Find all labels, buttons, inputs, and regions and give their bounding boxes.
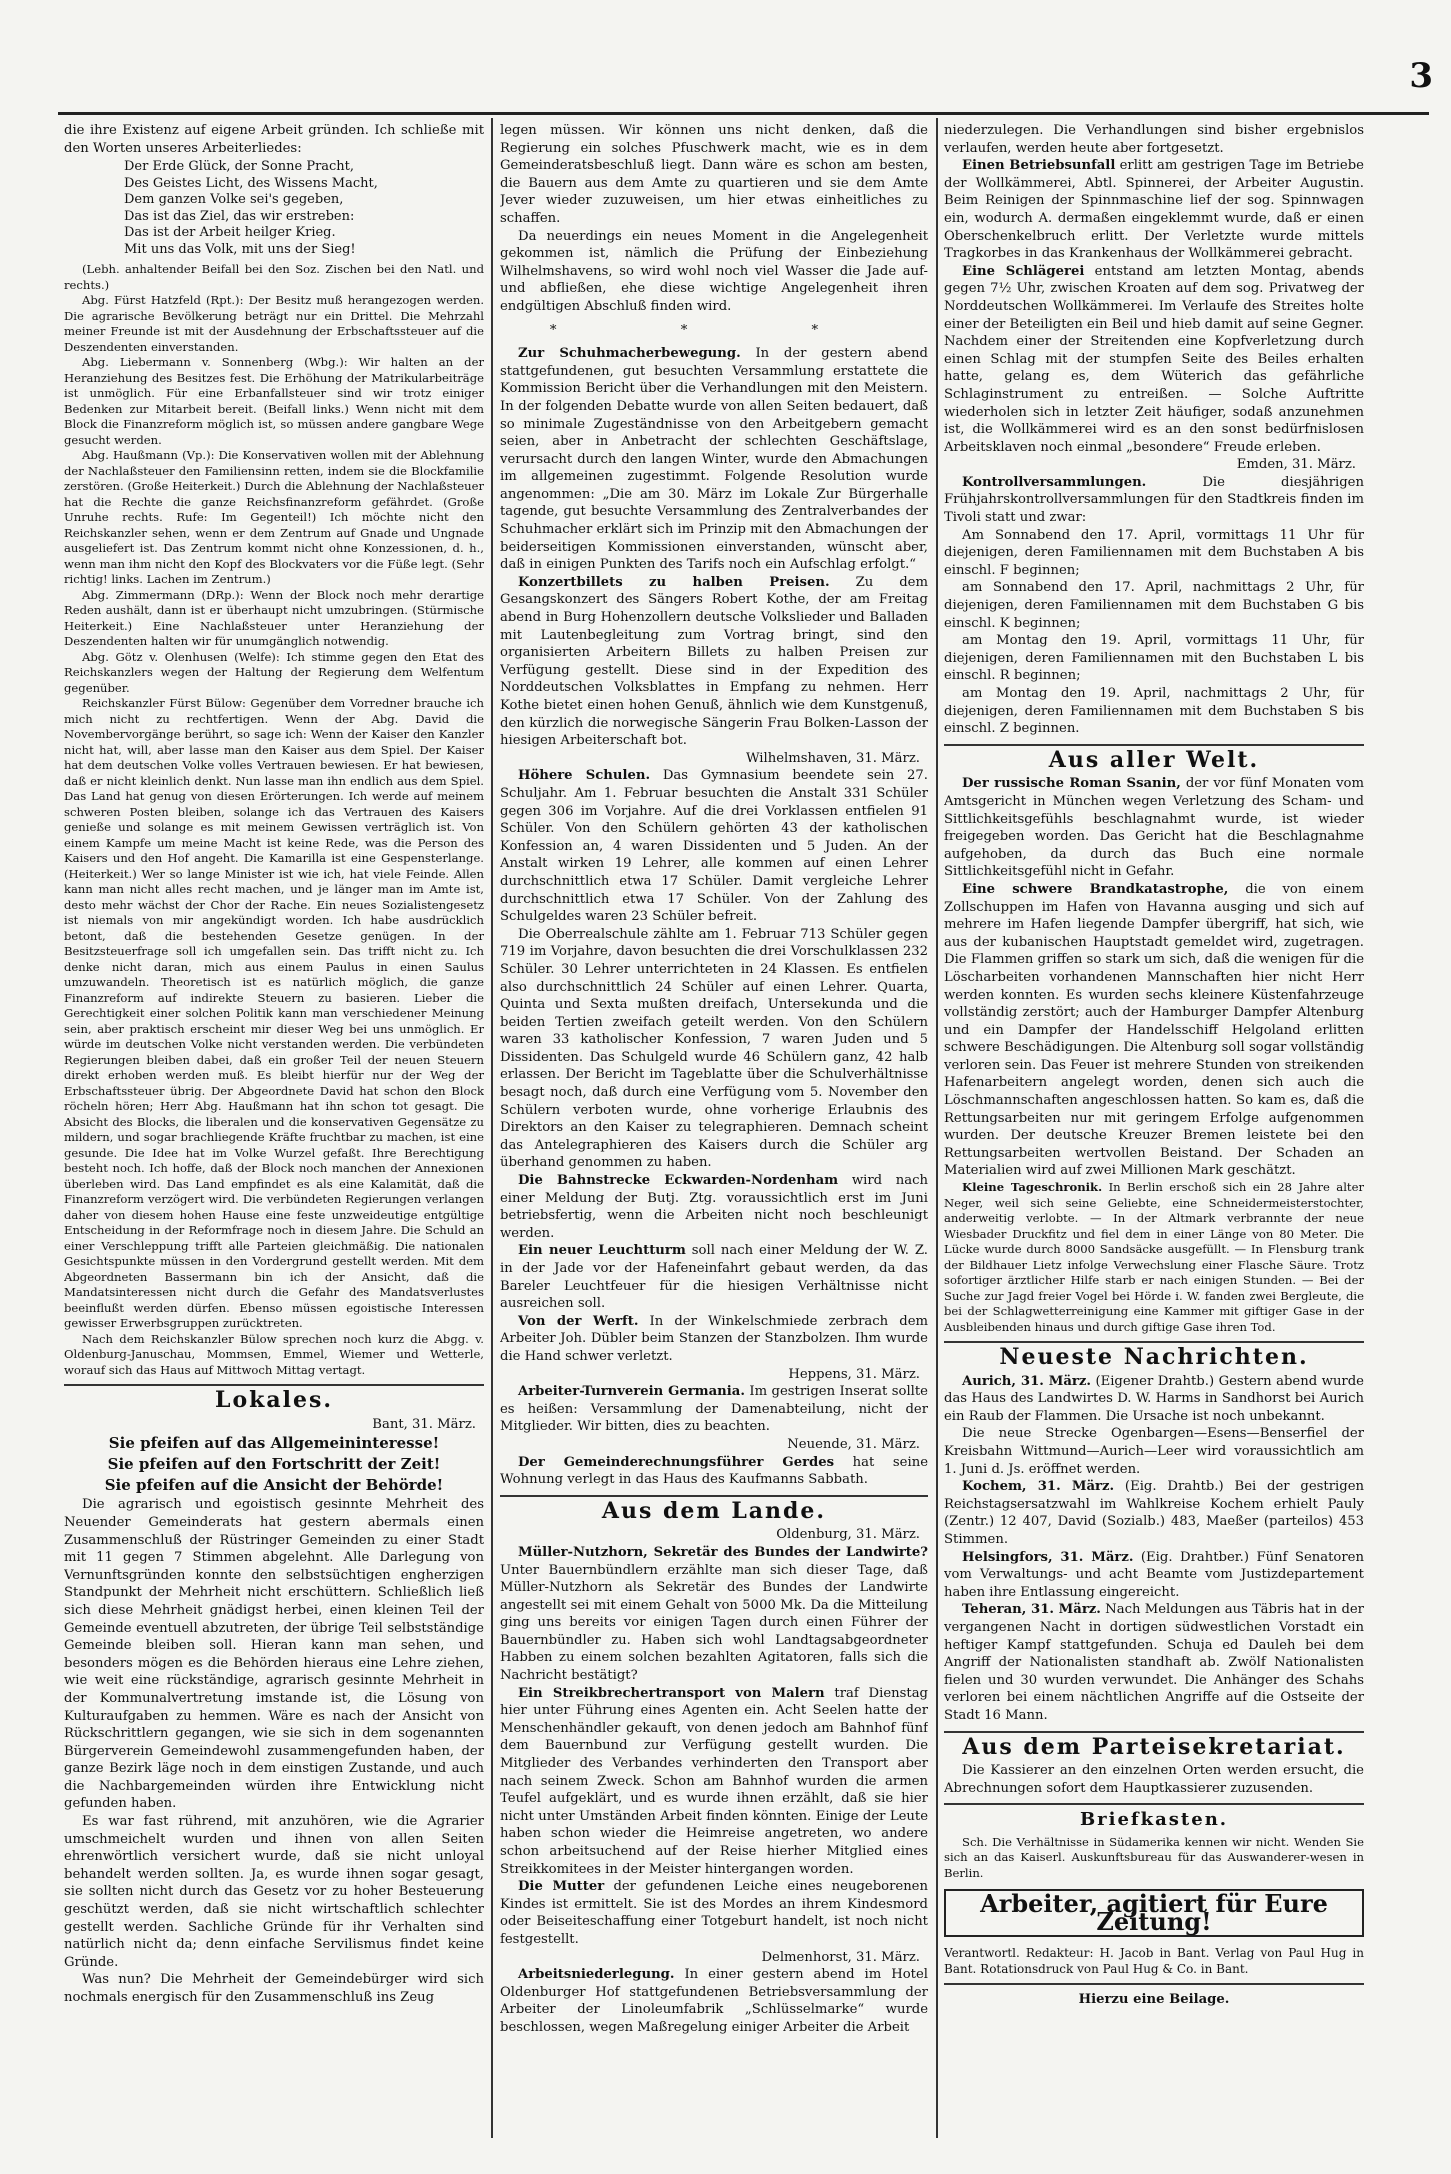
- paragraph: Die Oberrealschule zählte am 1. Februar 713 Schüler gegen 719 im Vorjahre, davon besuchten die drei Vorschulklassen 232 Schüler. 30 Lehrer unterrichteten in 24 Klassen. Es entfielen also durchschnittlich 24 Schüler auf einen Lehrer. Quarta, Quinta und Sexta mußten dreifach, Untersekunda und die beiden Tertien zweifach geteilt werden. Von den Schülern waren 33 katholischer Konfession, 7 waren Juden und 5 Dissidenten. Das Schulgeld wurde 46 Schülern ganz, 42 halb erlassen. Der Bericht im Tageblatte über die Schulverhältnisse besagt noch, daß durch eine Verfügung vom 5. November den Schülern verboten wurde, ohne vorherige Erlaubnis des Direktors an den Kaiser zu telegraphieren. Demnach scheint das Antelegraphieren des Kaisers durch die Schüler arg überhand genommen zu haben.: [500, 926, 928, 1171]
- article-heading: Zur Schuhmacherbewegung.: [518, 346, 741, 362]
- dateline: Emden, 31. März.: [1236, 457, 1356, 473]
- article: [500, 1878, 928, 1948]
- article-heading: Eine schwere Brandkatastrophe,: [962, 881, 1229, 897]
- list-item: Am Sonnabend den 17. April, vormittags 11 Uhr für diejenigen, deren Familiennamen mit dem Buchstaben A bis einschl. F beginnen;: [944, 527, 1364, 578]
- article-text: Unter Bauernbündlern erzählte man sich dieser Tage, daß Müller-Nutzhorn als Sekretär des Bundes der Landwirte angestellt sei mit einem Gehalt von 5000 Mk. Da die Mitteilung ging uns bereits vor einigen Tagen durch einen Führer der Bauernbündler zu. Haben sich wohl Landtagsabgeordneter Habben zu einem solchen bezahlten Agitatoren, falls sich die Nachricht bestätigt?: [500, 1562, 928, 1684]
- section-rule: [944, 1341, 1364, 1343]
- article-heading: Arbeiter-Turnverein Germania.: [518, 1384, 745, 1400]
- paragraph: Reichskanzler Fürst Bülow: Gegenüber dem Vorredner brauche ich mich nicht zu rechtfertigen. Wenn der Abg. David die Novembervorgänge berührt, so sage ich: Wenn der Kaiser den Kanzler nicht hat, will, aber lasse man den Kaiser aus dem Spiel. Der Kaiser hat dem deutschen Volke volles Vertrauen bewiesen. Er hat bewiesen, daß er nicht kleinlich denkt. Nun lasse man ihn endlich aus dem Spiel. Das Land hat genug von diesen Erörterungen. Ich werde auf meinem schweren Posten bleiben, solange ich das Vertrauen des Kaisers genieße und solange es mit meinem Gewissen verträglich ist. Von einem Kampfe um meine Macht ist keine Rede, was die Person des Kaisers und den Hof angeht. Die Kamarilla ist eine Gespensterlange. (Heiterkeit.) Wer so lange Minister ist wie ich, hat viele Feinde. Allen kann man nicht alles recht machen, und je länger man im Amte ist, desto mehr wächst der Chor der Rache. Ein neues Sozialistengesetz ist niemals von mir angekündigt worden. Ich habe ausdrücklich betont, daß die bestehenden Gesetze genügen. In der Besitzsteuerfrage soll ich umgefallen sein. Das trifft nicht zu. Ich denke nicht daran, mich aus einem Paulus in einen Saulus umzuwandeln. Theoretisch ist es natürlich möglich, die ganze Finanzreform auf indirekte Steuern zu basieren. Lieber die Gerechtigkeit einer solchen Politik kann man verschiedener Meinung sein, aber praktisch erscheint mir dieser Weg bei uns unmöglich. Er würde im deutschen Volke nicht verstanden werden. Die verbündeten Regierungen bleiben dabei, daß ein großer Teil der neuen Steuern direkt erhoben werden muß. Es bleibt hierfür nur der Weg der Erbschaftssteuer übrig. Der Abgeordnete David hat schon den Block röcheln hören; Herr Abg. Haußmann hat ihn schon tot gesagt. Die Absicht des Blocks, die liberalen und die konservativen Gegensätze zu mildern, und sogar brachliegende Kräfte fruchtbar zu machen, ist eine gesunde. Die Idee hat im Volke Wurzel gefaßt. Ihre Berechtigung besteht noch. Ich hoffe, daß der Block noch manchen der Annexionen überleben wird. Das Land empfindet es als eine Kalamität, daß die Finanzreform verzögert wird. Die verbündeten Regierungen verlangen daher von diesem hohen Hause eine feste unzweideutige entgültige Entscheidung in der Reformfrage noch in diesem Jahre. Die Schuld an einer Verschleppung trifft alle Parteien gleichmäßig. Die nationalen Gesichtspunkte müssen in den Vordergrund gestellt werden. Mit dem Abgeordneten Bassermann bin ich der Ansicht, daß die Mandatsinteressen nicht durch die Gefahr des Mandatsverlustes beeinflußt werden dürfen. Ebenso müssen egoistische Interessen gewisser Erwerbsgruppen zurücktreten.: [64, 696, 484, 1331]
- section-title-lokales: Lokales.: [214, 1387, 334, 1414]
- article: [500, 1313, 928, 1366]
- article: [500, 1383, 928, 1436]
- article-heading: Konzertbillets zu halben Preisen.: [518, 574, 830, 590]
- slogan: Sie pfeifen auf die Ansicht der Behörde!: [104, 1476, 444, 1495]
- article: [944, 263, 1364, 457]
- article-heading: Ein Streikbrechertransport von Malern: [518, 1685, 825, 1701]
- article-text: Im gestrigen Inserat sollte es heißen: Versammlung der Damenabteilung, nicht der Mitglieder. Wir bitten, dies zu beachten.: [500, 1384, 928, 1435]
- verse-line: Des Geistes Licht, des Wissens Macht,: [124, 175, 378, 191]
- section-rule: [944, 1803, 1364, 1805]
- paragraph: Abg. Götz v. Olenhusen (Welfe): Ich stimme gegen den Etat des Reichskanzlers wegen der Haltung der Regierung dem Welfentum gegenüber.: [64, 649, 484, 695]
- article: [500, 1242, 928, 1312]
- article-text: (Eig. Drahtb.) Bei der gestrigen Reichstagsersatzwahl im Wahlkreise Kochem erhielt Pauly (Zentr.) 12 407, David (Sozialb.) 483, Maeßer (parteilos) 453 Stimmen.: [944, 1479, 1364, 1547]
- article-text: In der Winkelschmiede zerbrach dem Arbeiter Joh. Dübler beim Stanzen der Stanzbolzen. Ihm wurde die Hand schwer verletzt.: [500, 1313, 928, 1364]
- paragraph: legen müssen. Wir können uns nicht denken, daß die Regierung ein solches Pfuschwerk macht, wie es in dem Gemeinderatsbeschluß liegt. Dann wäre es schon am besten, die Bauern aus dem Amte zu quartieren und sie dem Amte Jever wieder zuzuweisen, um hier etwas einheitliches zu schaffen.: [500, 123, 928, 226]
- paragraph: niederzulegen. Die Verhandlungen sind bisher ergebnislos verlaufen, werden heute aber fortgesetzt.: [944, 123, 1364, 156]
- article: [500, 1454, 928, 1489]
- list-item: am Montag den 19. April, nachmittags 2 Uhr, für diejenigen, deren Familiennamen mit dem Buchstaben S bis einschl. Z beginnen.: [944, 686, 1364, 737]
- section-rule: [944, 1731, 1364, 1733]
- article-heading: Die Mutter: [518, 1879, 605, 1895]
- list-item: am Montag den 19. April, vormittags 11 Uhr, für diejenigen, deren Familiennamen mit den Buchstaben L bis einschl. R beginnen;: [944, 633, 1364, 684]
- debate-block: [64, 293, 484, 1378]
- article-heading: Höhere Schulen.: [518, 768, 651, 784]
- verse-line: Das ist der Arbeit heilger Krieg.: [124, 225, 336, 241]
- paragraph: (Lebh. anhaltender Beifall bei den Soz. Zischen bei den Natl. und rechts.): [64, 262, 484, 292]
- paragraph: die ihre Existenz auf eigene Arbeit gründen. Ich schließe mit den Worten unseres Arbeiterliedes:: [64, 123, 484, 156]
- article: [500, 1544, 928, 1685]
- article-text: hat seine Wohnung verlegt in das Haus des Kaufmanns Sabbath.: [500, 1454, 928, 1488]
- column-2: [500, 122, 928, 2137]
- paragraph: Abg. Haußmann (Vp.): Die Konservativen wollen mit der Ablehnung der Nachlaßsteuer den Familiensinn retten, indem sie die Blockfamilie zerstören. (Große Heiterkeit.) Durch die Ablehnung der Nachlaßsteuer hat die Rechte die ganze Reichsfinanzreform gefährdet. (Große Unruhe rechts. Rufe: Im Gegenteil!) Ich möchte nicht den Reichskanzler sehen, wenn er dem Zentrum auf Gnade und Ungnade ausgeliefert ist. Das Zentrum kommt nicht ohne Konzessionen, d. h., wenn man ihm nicht den Kopf des Blockvaters vor die Füße legt. (Sehr richtig! links. Lachen im Zentrum.): [64, 448, 484, 587]
- paragraph: Abg. Zimmermann (DRp.): Wenn der Block noch mehr derartige Reden aushält, dann ist er überhaupt nicht umzubringen. (Stürmische Heiterkeit.) Eine Nachlaßsteuer unter Heranziehung der Deszendenten halten wir für unumgänglich notwendig.: [64, 587, 484, 649]
- article-text: In Berlin erschoß sich ein 28 Jahre alter Neger, weil sich seine Geliebte, eine Schneidermeisterstochter, anderweitig verlobte. — In der Altmark verbrannte der neue Wiesbader Druckfitz und fiel dem in einer Länge von 80 Meter. Die Lücke wurde durch 8000 Sandsäcke ausgefüllt. — In Flensburg trank der Bildhauer Lietz infolge Verwechslung einer Flasche Säure. Trotz sofortiger ärztlicher Hilfe starb er nach einigen Stunden. — Bei der Suche zur Jagd freier Vogel bei Hörde i. W. fanden zwei Bergleute, die bei der Schlagwetterreinigung eine Kammer mit giftiger Gase in der Ausbleibenden hinaus und durch giftige Gase ihren Tod.: [944, 1180, 1364, 1334]
- article: [500, 1685, 928, 1879]
- section-rule: [64, 1384, 484, 1386]
- article-text: (Eig. Drahtber.) Fünf Senatoren vom Verwaltungs- und acht Beamte vom Justizdepartement haben ihre Entlassung eingereicht.: [944, 1549, 1364, 1600]
- article-text: der vor fünf Monaten vom Amtsgericht in München wegen Verletzung des Scham- und Sittlichkeitsgefühls beschlagnahmt wurde, ist wieder freigegeben worden. Das Gericht hat die Beschlagnahme aufgehoben, da durch das Buch eine normale Sittlichkeitsgefühl nicht in Gefahr.: [944, 776, 1364, 880]
- dateline: Oldenburg, 31. März.: [776, 1527, 920, 1543]
- article-text: soll nach einer Meldung der W. Z. in der Jade vor der Hafeneinfahrt gebaut werden, da das Bareler Leuchtfeuer für die hiesigen Verhältnisse nicht ausreichen soll.: [500, 1243, 928, 1312]
- article: [500, 574, 928, 750]
- paragraph: Die neue Strecke Ogenbargen—Esens—Benserfiel der Kreisbahn Wittmund—Aurich—Leer wird voraussichtlich am 1. Juni d. Js. eröffnet werden.: [944, 1426, 1364, 1477]
- article-text: traf Dienstag hier unter Führung eines Agenten ein. Acht Seelen hatte der Menschenhändler gekauft, von denen jedoch am Bahnhof fünf dem Bauernbund zur Verfügung gestellt wurden. Die Mitglieder des Verbandes verhinderten den Transport aber nach seinem Zweck. Schon am Bahnhof wurden die armen Teufel aufgeklärt, und es wurde ihnen erzählt, daß sie hier nicht unter Umständen Arbeit finden könnten. Einige der Leute haben schon wieder die Heimreise angetreten, wo andere schon arbeitsuchend auf der Reise hierher Mitglied eines Streikkomitees in der Meister hintergangen worden.: [500, 1685, 928, 1877]
- article-heading: Teheran, 31. März.: [962, 1602, 1101, 1618]
- column-3: [944, 122, 1364, 2137]
- article: [944, 881, 1364, 1180]
- verse-line: Das ist das Ziel, das wir erstreben:: [124, 208, 355, 224]
- article-heading: Die Bahnstrecke Eckwarden-Nordenham: [518, 1173, 839, 1189]
- section-rule: [500, 1495, 928, 1497]
- paragraph: Die Kassierer an den einzelnen Orten werden ersucht, die Abrechnungen sofort dem Hauptkassierer zuzusenden.: [944, 1763, 1364, 1796]
- article-text: In einer gestern abend im Hotel Oldenburger Hof stattgefundenen Betriebsversammlung der Arbeiter der Linoleumfabrik „Schlüsselmarke“ wurde beschlossen, wegen Maßregelung einiger Arbeiter die Arbeit: [500, 1967, 928, 2035]
- dateline: Bant, 31. März.: [372, 1416, 476, 1432]
- separator-stars: * * *: [549, 322, 879, 338]
- article: [500, 1172, 928, 1242]
- supplement-note: Hierzu eine Beilage.: [1078, 1991, 1230, 2007]
- article-text: Die diesjährigen Frühjahrskontrollversammlungen für den Stadtkreis finden im Tivoli statt und zwar:: [944, 474, 1364, 526]
- agitation-banner: Arbeiter, agitiert für Eure Zeitung!: [944, 1889, 1364, 1936]
- column-divider: [491, 118, 493, 2138]
- article: [944, 1601, 1364, 1724]
- paragraph: Was nun? Die Mehrheit der Gemeindebürger wird sich nochmals energisch für den Zusammenschluß ins Zeug: [64, 1972, 484, 2005]
- song-verse: [64, 159, 484, 258]
- article: [944, 474, 1364, 527]
- article: [500, 1966, 928, 2036]
- article: [944, 1180, 1364, 1335]
- section-rule: [944, 1983, 1364, 1985]
- article-text: (Eigener Drahtb.) Gestern abend wurde das Haus des Landwirtes D. W. Harms in Sandhorst bei Aurich ein Raub der Flammen. Die Ursache ist noch unbekannt.: [944, 1373, 1364, 1424]
- paragraph: Abg. Fürst Hatzfeld (Rpt.): Der Besitz muß herangezogen werden. Die agrarische Bevölkerung beträgt nur ein Drittel. Die Mehrzahl meiner Freunde ist mit der Ausdehnung der Erbschaftssteuer auf die Deszendenten einverstanden.: [64, 293, 484, 354]
- article-heading: Ein neuer Leuchtturm: [518, 1243, 686, 1259]
- article: [944, 775, 1364, 881]
- paragraph: Abg. Liebermann v. Sonnenberg (Wbg.): Wir halten an der Heranziehung des Besitzes fest. Die Erhöhung der Matrikularbeiträge ist unmöglich. Für eine Erbanfallsteuer sind wir trotz einiger Bedenken zur Mitarbeit bereit. (Beifall links.) Wenn nicht mit dem Block die Finanzreform möglich ist, so müssen andere gangbare Wege gesucht werden.: [64, 355, 484, 447]
- article-heading: Eine Schlägerei: [962, 263, 1085, 279]
- article: [944, 1549, 1364, 1602]
- article-heading: Kontrollversammlungen.: [962, 474, 1147, 490]
- dateline: Delmenhorst, 31. März.: [761, 1949, 920, 1965]
- paragraph: Es war fast rührend, mit anzuhören, wie die Agrarier umschmeichelt wurden und ihnen von allen Seiten ehrenwörtlich versichert wurde, daß sie nicht unloyal behandelt werden sollten. Ja, es wurde ihnen sogar gesagt, sie sollten nicht durch das Gesetz vor zu hoher Besteuerung geschützt werden, daß sie nicht wirtschaftlich schlechter gestellt werden. Sachliche Gründe für ihr Verhalten sind natürlich nicht da; denn einfache Servilismus findet keine Gründe.: [64, 1814, 484, 1970]
- article: [944, 157, 1364, 263]
- article-text: der gefundenen Leiche eines neugeborenen Kindes ist ermittelt. Sie ist des Mordes an ihrem Kindesmord oder Beiseiteschaffung einer Totgeburt handelt, ist noch nicht festgestellt.: [500, 1879, 928, 1947]
- article-heading: Der Gemeinderechnungsführer Gerdes: [518, 1454, 835, 1470]
- article-heading: Arbeitsniederlegung.: [518, 1967, 675, 1983]
- article-text: erlitt am gestrigen Tage im Betriebe der Wollkämmerei, Abtl. Spinnerei, der Arbeiter Augustin. Beim Reinigen der Spinnmaschine lief der sog. Spinnwagen ein, wodurch A. dermaßen eingeklemmt wurde, daß er einen Oberschenkelbruch erlitt. Der Verletzte wurde mittels Tragkorbes in das Krankenhaus der Wollkämmerei gebracht.: [944, 158, 1364, 262]
- article-text: die von einem Zollschuppen im Hafen von Havanna ausging und sich auf mehrere im Hafen liegende Dampfer übergriff, hat sich, wie aus der kubanischen Hauptstadt gemeldet wird, zugetragen. Die Flammen griffen so stark um sich, daß die wenigen für die Löscharbeiten vorhandenen Mannschaften hier nicht Herr werden konnten. Es wurden sechs kleinere Küstenfahrzeuge vollständig zerstört; auch der Hamburger Dampfer Altenburg und ein Dampfer der Handelsschiff Helgoland erlitten schwere Beschädigungen. Die Altenburg soll sogar vollständig verloren sein. Das Feuer ist mehrere Stunden von streikenden Hafenarbeitern angelegt worden, denen sich auch die Löschmannschaften angeschlossen hatten. So kam es, daß die Rettungsarbeiten nur mit geringem Erfolge aufgenommen wurden. Der deutsche Kreuzer Bremen leistete bei den Rettungsarbeiten wertvollen Beistand. Der Schaden an Materialien wird auf zwei Millionen Mark geschätzt.: [944, 881, 1364, 1179]
- dateline: Wilhelmshaven, 31. März.: [745, 750, 920, 766]
- verse-line: Der Erde Glück, der Sonne Pracht,: [124, 159, 355, 175]
- section-title-briefkasten: Briefkasten.: [1079, 1809, 1229, 1831]
- article: [500, 345, 928, 574]
- slogan: Sie pfeifen auf das Allgemeininteresse!: [108, 1434, 440, 1453]
- article-heading: Einen Betriebsunfall: [962, 158, 1116, 174]
- header-rule: [58, 112, 1429, 115]
- article: [500, 767, 928, 925]
- article-text: Zu dem Gesangskonzert des Sängers Robert Kothe, der am Freitag abend in Burg Hohenzollern deutsche Volkslieder und Balladen mit Lautenbegleitung zum Vortrag bringt, sind den organisierten Arbeitern Billets zu halben Preisen zur Verfügung gestellt. Diese sind in der Expedition des Norddeutschen Volksblattes in Empfang zu nehmen. Herr Kothe bietet einen hohen Genuß, ähnlich wie dem Kunstgenuß, den kürzlich die norwegische Sängerin Frau Bolken-Lasson der hiesigen Arbeiterschaft bot.: [500, 574, 928, 749]
- article-text: entstand am letzten Montag, abends gegen 7½ Uhr, zwischen Kroaten auf dem sog. Privatweg der Norddeutschen Wollkämmerei. Im Verlaufe des Streites holte einer der Beteiligten ein Beil und hieb damit auf seine Gegner. Nachdem einer der Streitenden eine Kopfverletzung durch einen Schlag mit der stumpfen Seite des Beiles erhalten hatte, gelang es, dem Wüterich das gefährliche Schlaginstrument zu entreißen. — Solche Auftritte wiederholen sich in letzter Zeit häufiger, sodaß anzunehmen ist, die Wollkämmerei wird es an den sonst bedürfnislosen Arbeitsklaven noch einmal „besondere“ Freude erleben.: [944, 263, 1364, 455]
- article: [944, 1373, 1364, 1426]
- section-title-lande: Aus dem Lande.: [601, 1497, 827, 1524]
- article-heading: Der russische Roman Ssanin,: [962, 776, 1181, 792]
- paragraph: Die agrarisch und egoistisch gesinnte Mehrheit des Neuender Gemeinderats hat gestern abermals einen Zusammenschluß der Rüstringer Gemeinden zu einer Stadt mit 11 gegen 7 Stimmen abgelehnt. Alle Darlegung von Vernunftsgründen konnte den selbstsüchtigen engherzigen Standpunkt der Mehrheit nicht erschüttern. Schließlich ließ sich diese Mehrheit gnädigst herbei, einen kleinen Teil der Gemeinde eventuell abzutreten, der übrige Teil selbstständige Gemeinde bleiben soll. Hieran kann man sehen, und besonders mögen es die Behörden hieraus eine Lehre ziehen, wie weit eine rückständige, agrarisch gesinnte Mehrheit in der Kommunalvertretung imstande ist, die Lösung von Kulturaufgaben zu hemmen. Wäre es nach der Ansicht von Rückschrittlern gegangen, wie sie sich in dem sogenannten Bürgerverein Gemeindewohl zusammengefunden haben, der ganze Bezirk läge noch in dem einstigen Zustande, und auch die Nachbargemeinden würden ihre Entwicklung nicht gefunden haben.: [64, 1497, 484, 1812]
- dateline: Neuende, 31. März.: [787, 1436, 920, 1452]
- article-heading: Helsingfors, 31. März.: [962, 1549, 1134, 1565]
- article-text: In der gestern abend stattgefundenen, gut besuchten Versammlung erstattete die Kommission Bericht über die Verhandlungen mit den Meistern. In der folgenden Debatte wurde von allen Seiten bedauert, daß so minimale Zugeständnisse von den Arbeitgebern gemacht seien, aber in Anbetracht der schlechten Geschäftslage, verursacht durch den langen Winter, wurde den Abmachungen im allgemeinen zugestimmt. Folgende Resolution wurde angenommen: „Die am 30. März im Lokale Zur Bürgerhalle tagende, gut besuchte Versammlung des Zentralverbandes der Schuhmacher erklärt sich im Prinzip mit den Abmachungen der beiderseitigen Kommissionen einverstanden, wünscht aber, daß in einigen Punkten des Tarifs noch ein Aufschlag erfolgt.“: [500, 346, 928, 573]
- article-text: wird nach einer Meldung der Butj. Ztg. voraussichtlich erst im Juni betriebsfertig, wenn die Arbeiten nicht noch beschleunigt werden.: [500, 1173, 928, 1241]
- list-item: am Sonnabend den 17. April, nachmittags 2 Uhr, für diejenigen, deren Familiennamen mit dem Buchstaben G bis einschl. K beginnen;: [944, 580, 1364, 631]
- section-rule: [944, 744, 1364, 746]
- article-heading: Kochem, 31. März.: [962, 1479, 1115, 1495]
- imprint: Verantwortl. Redakteur: H. Jacob in Bant. Verlag von Paul Hug in Bant. Rotationsdruck von Paul Hug & Co. in Bant.: [944, 1945, 1364, 1976]
- page-number: 3: [1409, 56, 1433, 96]
- verse-line: Dem ganzen Volke sei's gegeben,: [124, 192, 344, 208]
- dateline: Heppens, 31. März.: [788, 1366, 920, 1382]
- paragraph: Da neuerdings ein neues Moment in die Angelegenheit gekommen ist, nämlich die Prüfung der Einbeziehung Wilhelmshavens, so wird wohl noch viel Wasser die Jade auf- und abfließen, ehe diese wichtige Angelegenheit ihren endgültigen Abschluß finden wird.: [500, 228, 928, 314]
- section-title-welt: Aus aller Welt.: [1048, 746, 1260, 773]
- article-text: Das Gymnasium beendete sein 27. Schuljahr. Am 1. Februar besuchten die Anstalt 331 Schüler gegen 306 im Vorjahre. Auf die drei Vorklassen entfielen 91 Schüler. Von den Schülern gehörten 43 der katholischen Konfession an, 4 waren Dissidenten und 5 Juden. An der Anstalt wirken 19 Lehrer, alle kommen auf einen Lehrer durchschnittlich etwa 17 Schüler. Damit vergleiche Lehrer durchschnittlich etwa 17 Schüler. Von der Zahlung des Schulgeldes waren 23 Schüler befreit.: [500, 768, 928, 925]
- column-divider: [936, 118, 938, 2138]
- article-text: Nach Meldungen aus Täbris hat in der vergangenen Nacht in dortigen südwestlichen Vorstadt ein heftiger Kampf stattgefunden. Schuja ed Dauleh bei dem Angriff der Nationalisten standhaft ab. Zwölf Nationalisten fielen und 30 wurden verwundet. Die Anhänger des Schahs verloren bei einem nächtlichen Angriffe auf die Ostseite der Stadt 16 Mann.: [944, 1602, 1364, 1723]
- article-heading: Müller-Nutzhorn, Sekretär des Bundes der Landwirte?: [518, 1544, 928, 1560]
- column-1: [64, 122, 484, 2137]
- article: [944, 1478, 1364, 1548]
- article-heading: Von der Werft.: [518, 1313, 639, 1329]
- section-title-partei: Aus dem Parteisekretariat.: [962, 1733, 1346, 1760]
- paragraph: Sch. Die Verhältnisse in Südamerika kennen wir nicht. Wenden Sie sich an das Kaiserl. Auskunftsbureau für das Auswanderer-wesen in Berlin.: [944, 1834, 1364, 1880]
- paragraph: Nach dem Reichskanzler Bülow sprechen noch kurz die Abgg. v. Oldenburg-Januschau, Mommsen, Emmel, Wiemer und Wetterle, worauf sich das Haus auf Mittwoch Mittag vertagt.: [64, 1331, 484, 1377]
- slogan: Sie pfeifen auf den Fortschritt der Zeit!: [107, 1455, 441, 1474]
- section-title-neueste: Neueste Nachrichten.: [999, 1344, 1309, 1371]
- verse-line: Mit uns das Volk, mit uns der Sieg!: [124, 241, 356, 257]
- article-heading: Aurich, 31. März.: [962, 1373, 1091, 1389]
- article-heading: Kleine Tageschronik.: [962, 1180, 1103, 1195]
